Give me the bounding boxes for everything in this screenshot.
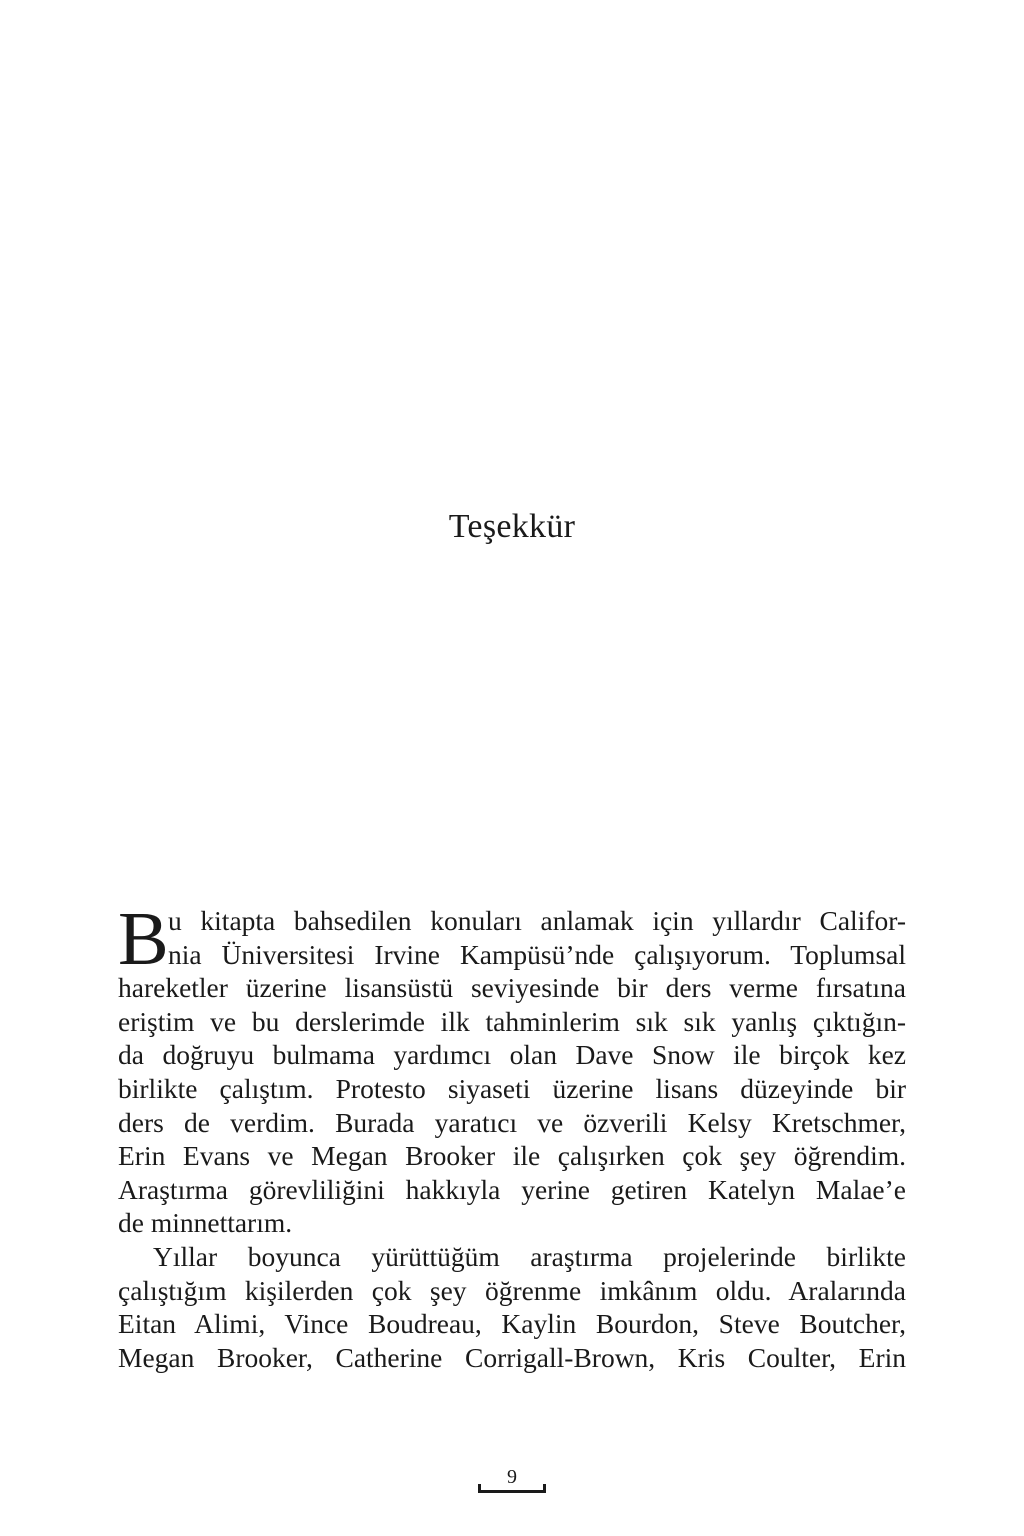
rule-tick-left [478,1484,481,1493]
body-text [118,897,906,1374]
text-line: Megan Brooker, Catherine Corrigall-Brown, Kris Coulter, Erin [118,1341,906,1373]
text-line: ders de verdim. Burada yaratıcı ve özverili Kelsy Kretschmer, [118,1106,906,1138]
chapter-title: Teşekkür [448,508,576,545]
page-footer [478,1466,546,1496]
text-line: birlikte çalıştım. Protesto siyaseti üzerine lisans düzeyinde bir [118,1072,906,1104]
rule-tick-right [543,1484,546,1493]
page-number: 9 [507,1466,517,1488]
text-line: eriştim ve bu derslerimde ilk tahminlerim sık sık yanlış çıktığın- [118,1005,906,1037]
text-line: Araştırma görevliliğini hakkıyla yerine getiren Katelyn Malae’e [118,1173,906,1205]
text-line: da doğruyu bulmama yardımcı olan Dave Snow ile birçok kez [118,1039,906,1071]
text-line: hareketler üzerine lisansüstü seviyesinde bir ders verme fırsatına [118,972,906,1004]
text-line: nia Üniversitesi Irvine Kampüsü’nde çalışıyorum. Toplumsal [168,938,906,970]
text-line: de minnettarım. [118,1207,293,1239]
text-line: u kitapta bahsedilen konuları anlamak için yıllardır Califor- [168,905,906,936]
page-number-rule [478,1490,546,1493]
text-line: Eitan Alimi, Vince Boudreau, Kaylin Bourdon, Steve Boutcher, [118,1308,906,1340]
text-line: çalıştığım kişilerden çok şey öğrenme imkânım oldu. Aralarında [118,1274,906,1306]
drop-cap: B [118,897,169,981]
text-line: Erin Evans ve Megan Brooker ile çalışırken çok şey öğrendim. [118,1140,906,1172]
text-line: Yıllar boyunca yürüttüğüm araştırma projelerinde birlikte [153,1240,906,1272]
